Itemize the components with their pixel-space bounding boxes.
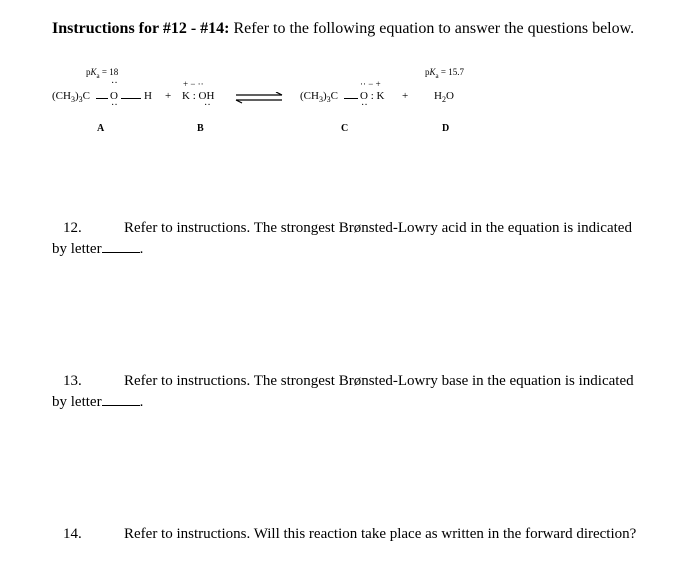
species-c-o-k: O : K — [360, 90, 385, 102]
bond-o-h-a — [121, 98, 141, 99]
label-c: C — [341, 123, 349, 134]
question-continuation — [52, 240, 143, 258]
instructions-label: Instructions for #12 - #14: — [52, 20, 230, 37]
question-continuation-text: by letter — [52, 394, 102, 410]
instructions-heading — [52, 20, 634, 38]
bond-c-o-a — [96, 98, 108, 99]
question-end: . — [139, 241, 144, 257]
question-end: . — [139, 394, 144, 410]
answer-blank[interactable] — [102, 240, 140, 253]
lone-pair-bottom-b: ·· — [204, 100, 211, 111]
plus-sign-1: + — [165, 90, 172, 102]
species-b-k: K — [182, 90, 190, 102]
answer-blank[interactable] — [102, 393, 140, 406]
label-b: B — [197, 123, 204, 134]
question-continuation — [52, 393, 143, 411]
question-text: Refer to instructions. The strongest Brønsted-Lowry base in the equation is indicated — [124, 373, 634, 389]
species-a-oxygen: O — [110, 90, 118, 102]
lone-pair-top-a: ·· — [111, 78, 118, 89]
species-c-group: $(CH_3)_3C$ — [300, 90, 338, 105]
pka-a-label: $pK_a = 18$ — [86, 67, 119, 80]
lone-pair-bottom-a: ·· — [111, 100, 118, 111]
label-a: A — [97, 123, 105, 134]
species-b-oh: : OH — [192, 90, 215, 102]
label-d: D — [442, 123, 450, 134]
charge-c: ·· − + — [360, 79, 381, 89]
pka-d-label: $pK_a = 15.7$ — [425, 67, 464, 80]
question-number: 12. — [63, 220, 82, 236]
bond-c-o-c — [344, 98, 358, 99]
charge-b: + − ·· — [183, 79, 204, 89]
question-text: Refer to instructions. Will this reaction take place as written in the forward direction? — [124, 526, 637, 542]
species-a-group: $(CH_3)_3C$ — [52, 90, 90, 105]
plus-sign-2: + — [402, 90, 409, 102]
species-d: $H_2O$ — [434, 90, 454, 105]
lone-pair-bottom-c: ·· — [361, 100, 368, 111]
equilibrium-arrow-icon — [234, 92, 284, 104]
question-text: Refer to instructions. The strongest Brønsted-Lowry acid in the equation is indicated — [124, 220, 632, 236]
instructions-text: Refer to the following equation to answer the questions below. — [229, 20, 635, 37]
question-number: 14. — [63, 526, 82, 542]
question-continuation-text: by letter — [52, 241, 102, 257]
species-a-hydrogen: H — [144, 90, 152, 102]
question-number: 13. — [63, 373, 82, 389]
